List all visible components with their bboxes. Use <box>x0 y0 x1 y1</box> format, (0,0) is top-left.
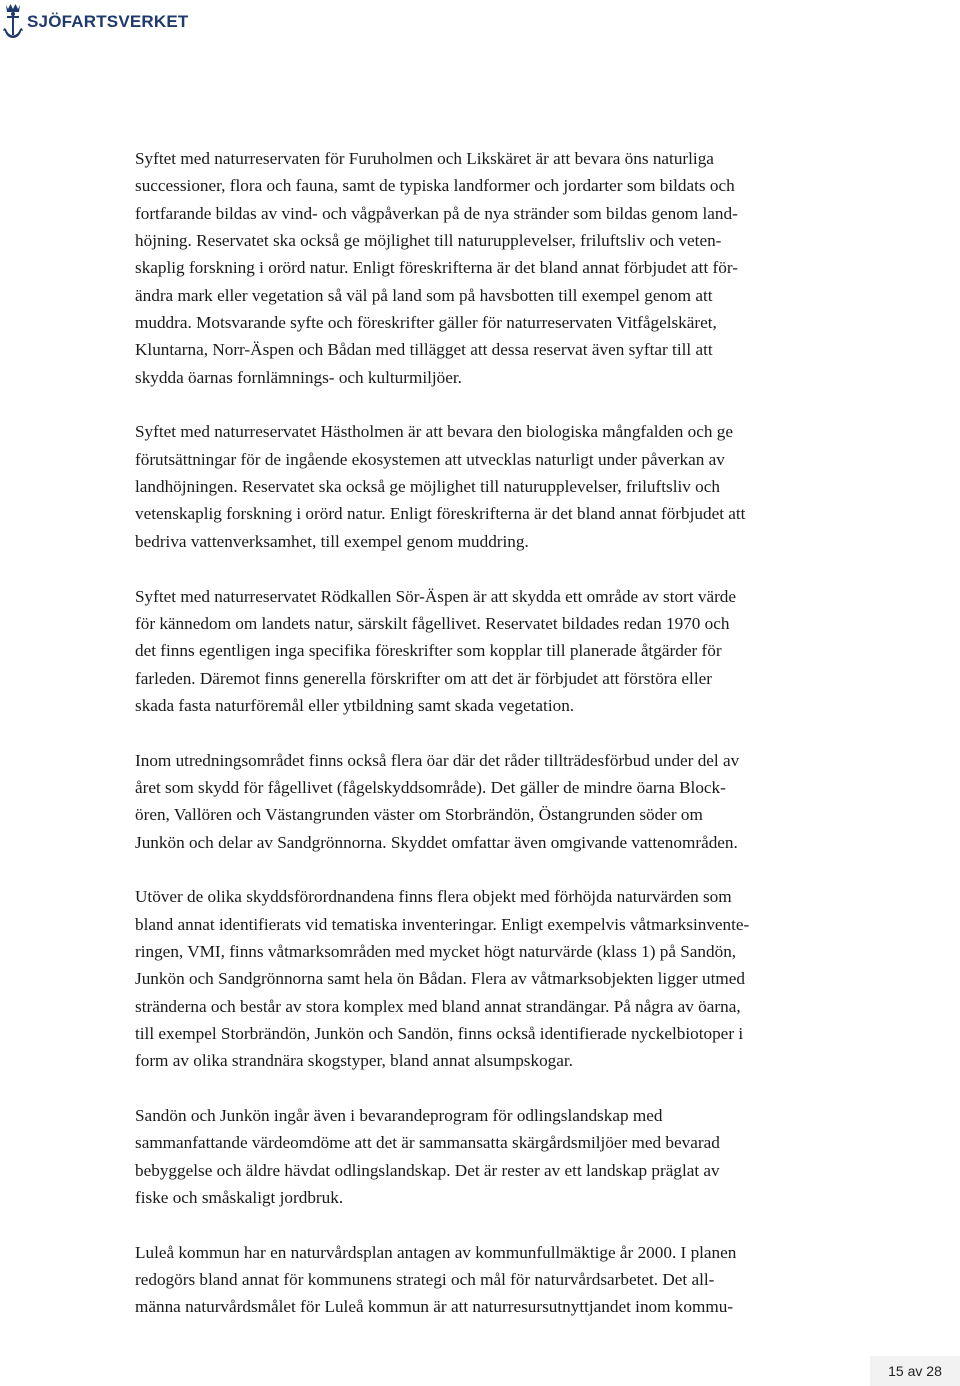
text-line: sammanfattande värdeomdöme att det är sammansatta skärgårdsmiljöer med bevarad <box>135 1133 720 1153</box>
text-line: skaplig forskning i orörd natur. Enligt föreskrifterna är det bland annat förbjudet att för- <box>135 258 738 278</box>
paragraph <box>135 883 835 1074</box>
logo-text: SJÖFARTSVERKET <box>27 12 189 31</box>
text-line: till exempel Storbrändön, Junkön och Sandön, finns också identifierade nyckelbiotoper i <box>135 1024 744 1043</box>
text-line: ringen, VMI, finns våtmarksområden med mycket högt naturvärde (klass 1) på Sandön, <box>135 941 737 961</box>
paragraph <box>135 583 835 720</box>
text-line: året som skydd för fågellivet (fågelskyddsområde). Det gäller de mindre öarna Block- <box>135 777 726 797</box>
paragraph <box>135 1102 835 1211</box>
text-line: ören, Vallören och Västangrunden väster om Storbrändön, Östangrunden söder om <box>135 805 703 825</box>
text-line: vetenskaplig forskning i orörd natur. Enligt föreskrifterna är det bland annat förbjudet att <box>135 504 746 524</box>
text-line: höjning. Reservatet ska också ge möjlighet till naturupplevelser, friluftsliv och veten- <box>135 231 722 251</box>
text-line: Syftet med naturreservatet Rödkallen Sör-Äspen är att skydda ett område av stort värde <box>135 586 737 606</box>
text-line: bebyggelse och äldre hävdat odlingslandskap. Det är rester av ett landskap präglat av <box>135 1160 720 1180</box>
text-line: skada fasta naturföremål eller ytbildning samt skada vegetation. <box>135 695 575 715</box>
text-line: redogörs bland annat för kommunens strategi och mål för naturvårdsarbetet. Det all- <box>135 1270 715 1290</box>
text-line: landhöjningen. Reservatet ska också ge möjlighet till naturupplevelser, friluftsliv och <box>135 477 720 497</box>
paragraph <box>135 747 835 856</box>
text-line: farleden. Däremot finns generella förskrifter om att det är förbjudet att förstöra eller <box>135 668 712 688</box>
text-line: Sandön och Junkön ingår även i bevarandeprogram för odlingslandskap med <box>135 1106 663 1126</box>
paragraph <box>135 145 835 391</box>
text-line: Junkön och delar av Sandgrönnorna. Skyddet omfattar även omgivande vattenområden. <box>135 832 738 852</box>
text-line: form av olika strandnära skogstyper, bland annat alsumpskogar. <box>135 1051 573 1071</box>
text-line: fiske och småskaligt jordbruk. <box>135 1188 344 1208</box>
paragraph <box>135 418 835 555</box>
text-line: skydda öarnas fornlämnings- och kulturmiljöer. <box>135 367 462 387</box>
text-line: det finns egentligen inga specifika föreskrifter som kopplar till planerade åtgärder för <box>135 641 722 661</box>
text-line: Syftet med naturreservaten för Furuholmen och Likskäret är att bevara öns naturliga <box>135 149 714 168</box>
text-line: för kännedom om landets natur, särskilt fågellivet. Reservatet bildades redan 1970 och <box>135 613 730 633</box>
text-line: ändra mark eller vegetation så väl på land som på havsbotten till exempel genom att <box>135 285 713 305</box>
text-line: muddra. Motsvarande syfte och föreskrifter gäller för naturreservaten Vitfågelskäret, <box>135 313 717 333</box>
text-line: bland annat identifierats vid tematiska inventeringar. Enligt exempelvis våtmarksinvente- <box>135 914 750 934</box>
document-body <box>135 145 835 1348</box>
text-line: Syftet med naturreservatet Hästholmen är att bevara den biologiska mångfalden och ge <box>135 422 734 442</box>
header <box>0 0 189 44</box>
text-line: successioner, flora och fauna, samt de typiska landformer och jordarter som bildats och <box>135 176 735 196</box>
text-line: stränderna och består av stora komplex med bland annat strandängar. På några av öarna, <box>135 996 741 1016</box>
crown-anchor-emblem-icon <box>2 2 24 42</box>
text-line: männa naturvårdsmålet för Luleå kommun är att naturresursutnyttjandet inom kommu- <box>135 1297 734 1317</box>
text-line: Utöver de olika skyddsförordnandena finns flera objekt med förhöjda naturvärden som <box>135 887 732 907</box>
text-line: bedriva vattenverksamhet, till exempel genom muddring. <box>135 531 529 551</box>
page-number: 15 av 28 <box>870 1356 960 1386</box>
text-line: Junkön och Sandgrönnorna samt hela ön Bådan. Flera av våtmarksobjekten ligger utmed <box>135 969 746 989</box>
text-line: Kluntarna, Norr-Äspen och Bådan med tillägget att dessa reservat även syftar till att <box>135 340 713 360</box>
text-line: Inom utredningsområdet finns också flera öar där det råder tillträdesförbud under del av <box>135 750 740 770</box>
text-line: förutsättningar för de ingående ekosystemen att utvecklas naturligt under påverkan av <box>135 449 725 469</box>
paragraph <box>135 1239 835 1321</box>
text-line: Luleå kommun har en naturvårdsplan antagen av kommunfullmäktige år 2000. I planen <box>135 1242 737 1262</box>
text-line: fortfarande bildas av vind- och vågpåverkan på de nya stränder som bildas genom land- <box>135 203 738 223</box>
